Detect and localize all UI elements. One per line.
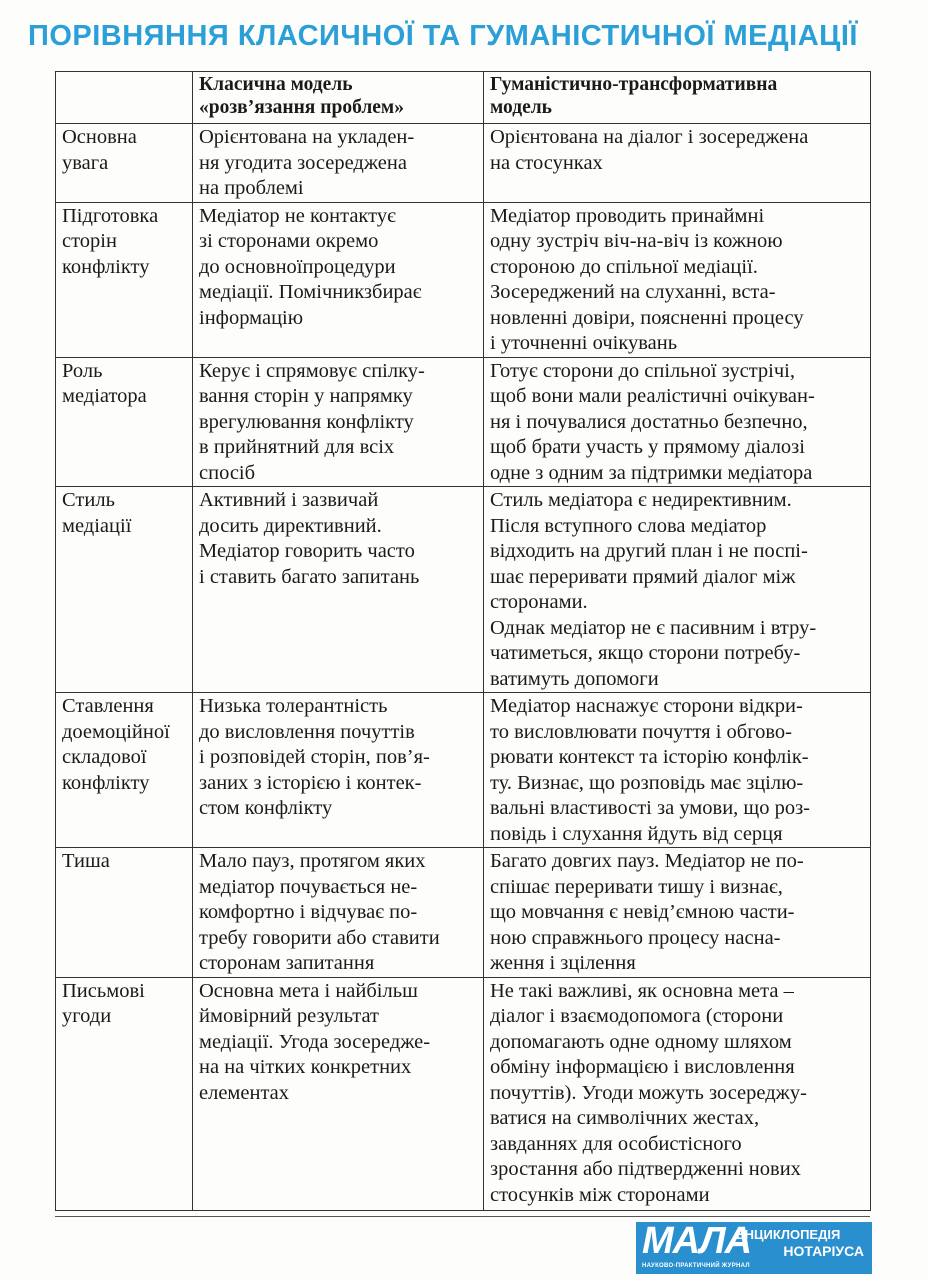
row-aspect: Стиль медіації <box>56 487 193 693</box>
row-aspect: Тиша <box>56 848 193 978</box>
table-row <box>56 487 871 693</box>
table-row <box>56 357 871 487</box>
footer-divider <box>55 1216 870 1217</box>
table-row <box>56 124 871 203</box>
row-classic: Орієнтована на укладен- ня угодита зосереджена на проблемі <box>193 124 484 203</box>
row-humanistic: Не такі важливі, як основна мета – діалог і взаємодопомога (сторони допомагають одне одному шляхом обміну інформацією і висловлення почуттів). Угоди можуть зосереджу- ватися на символічних жестах, завданнях для особистісного зростання або підтвердженні нових стосунків між сторонами <box>484 977 871 1210</box>
row-humanistic: Готує сторони до спільної зустрічі, щоб вони мали реалістичні очікуван- ня і почувалися достатньо безпечно, щоб брати участь у прямому діалозі одне з одним за підтримки медіатора <box>484 357 871 487</box>
journal-logo <box>636 1222 872 1274</box>
row-aspect: Основна увага <box>56 124 193 203</box>
logo-line-1: ЕНЦИКЛОПЕДІЯ <box>736 1227 841 1242</box>
comparison-table <box>55 71 871 1211</box>
header-humanistic-model: Гуманістично-трансформативна модель <box>484 72 871 124</box>
row-classic: Мало пауз, протягом яких медіатор почувається не- комфортно і відчуває по- требу говорити або ставити сторонам запитання <box>193 848 484 978</box>
table-row <box>56 977 871 1210</box>
row-humanistic: Медіатор проводить принаймні одну зустріч віч-на-віч із кожною стороною до спільної медіації. Зосереджений на слуханні, вста- новленні довіри, поясненні процесу і уточненні очікувань <box>484 202 871 357</box>
row-humanistic: Багато довгих пауз. Медіатор не по- спішає переривати тишу і визнає, що мовчання є невід’ємною части- ною справжнього процесу насна- ження і зцілення <box>484 848 871 978</box>
row-humanistic: Орієнтована на діалог і зосереджена на стосунках <box>484 124 871 203</box>
header-aspect <box>56 72 193 124</box>
row-humanistic: Стиль медіатора є недирективним. Після вступного слова медіатор відходить на другий план і не поспі- шає переривати прямий діалог між сторонами. Однак медіатор не є пасивним і втру- чатиметься, якщо сторони потребу- ватимуть допомоги <box>484 487 871 693</box>
table-row <box>56 202 871 357</box>
table-row <box>56 693 871 848</box>
row-classic: Медіатор не контактує зі сторонами окремо до основноїпроцедури медіації. Помічникзбирає інформацію <box>193 202 484 357</box>
logo-main-text: МАЛА <box>642 1220 752 1262</box>
row-classic: Основна мета і найбільш ймовірний результат медіації. Угода зосередже- на на чітких конкретних елементах <box>193 977 484 1210</box>
logo-subtitle: НАУКОВО-ПРАКТИЧНИЙ ЖУРНАЛ <box>642 1263 750 1269</box>
table-header-row <box>56 72 871 124</box>
row-classic: Низька толерантність до висловлення почуттів і розповідей сторін, пов’я- заних з історією і контек- стом конфлікту <box>193 693 484 848</box>
header-classic-model: Класична модель «розв’язання проблем» <box>193 72 484 124</box>
row-aspect: Ставлення доемоційної складової конфлікту <box>56 693 193 848</box>
logo-line-2: НОТАРІУСА <box>783 1243 864 1259</box>
row-aspect: Письмові угоди <box>56 977 193 1210</box>
table-row <box>56 848 871 978</box>
row-aspect: Роль медіатора <box>56 357 193 487</box>
page-title: ПОРІВНЯННЯ КЛАСИЧНОЇ ТА ГУМАНІСТИЧНОЇ МЕДІАЦІЇ <box>28 20 858 52</box>
row-classic: Активний і зазвичай досить директивний. Медіатор говорить часто і ставить багато запитань <box>193 487 484 693</box>
row-humanistic: Медіатор наснажує сторони відкри- то висловлювати почуття і обгово- рювати контекст та історію конфлік- ту. Визнає, що розповідь має зцілю- вальні властивості за умови, що роз- повідь і слухання йдуть від серця <box>484 693 871 848</box>
row-aspect: Підготовка сторін конфлікту <box>56 202 193 357</box>
row-classic: Керує і спрямовує спілку- вання сторін у напрямку врегулювання конфлікту в прийнятний для всіх спосіб <box>193 357 484 487</box>
